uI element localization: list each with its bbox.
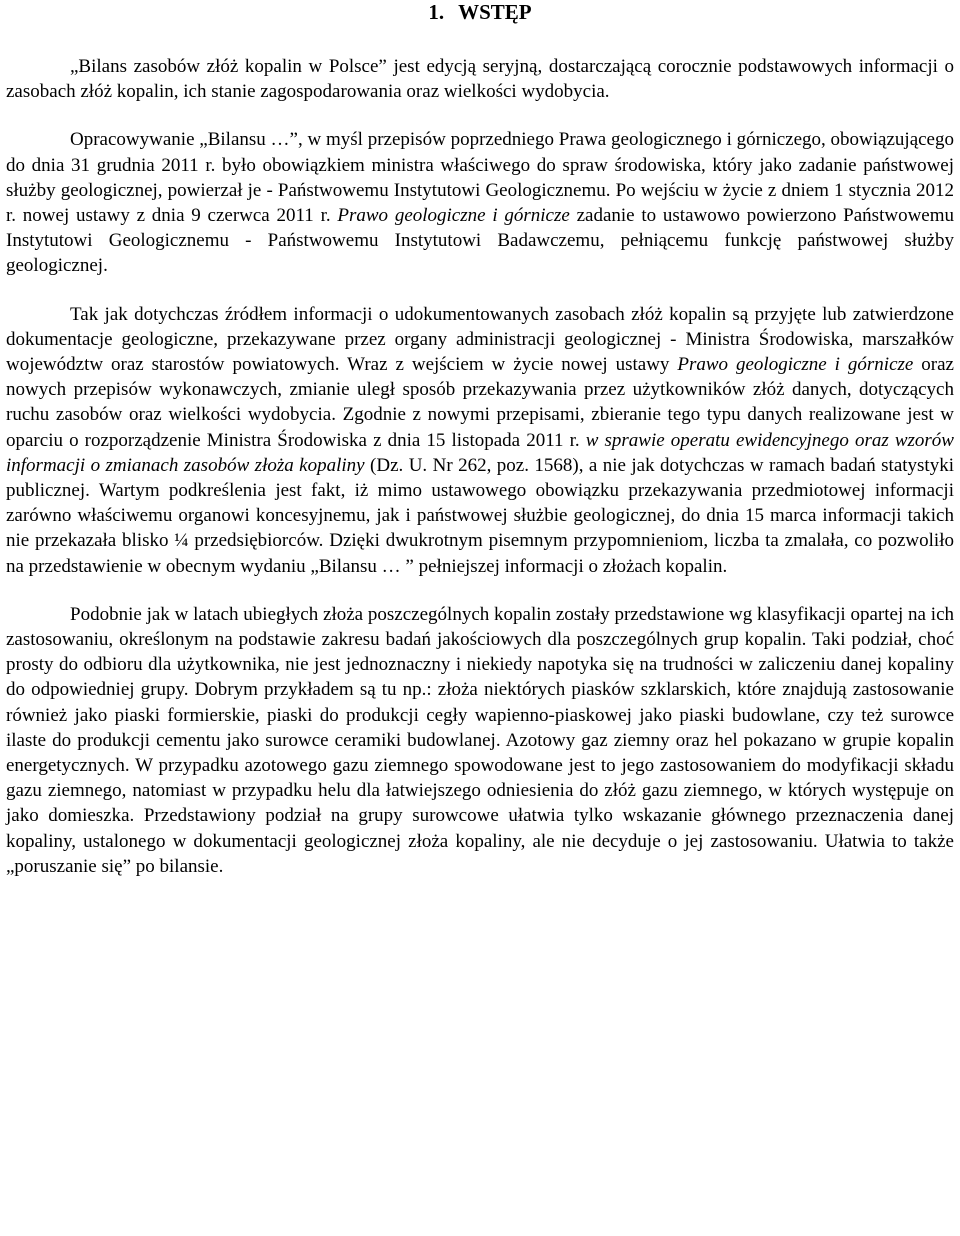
paragraph-data-sources-text-e: (Dz. U. Nr 262, poz. 1568), a nie jak dotychczas w ramach badań statystyki publicznej. Wartym podkreślenia jest fakt, iż mimo ustawowego obowiązku przekazywania przedmiotowej informacji zarówno właściwemu organowi koncesyjnemu, jak i państwowej służbie geologicznej, do dnia 15 marca informacji takich nie przekazała blisko ¼ przedsiębiorców. Dzięki dwukrotnym pisemnym przypomnieniom, liczba ta zmalała, co pozwoliło na przedstawienie w obecnym wydaniu „Bilansu … ” pełniejszej informacji o złożach kopalin.: [6, 454, 954, 577]
paragraph-legal-basis-text-a: Opracowywanie „Bilansu …”, w myśl przepisów poprzedniego Prawa geologicznego i górniczego, obowiązującego do dnia 31 grudnia 2011 r. było obowiązkiem ministra właściwego do spraw środowiska, który jako zadanie państwowej służby geologicznej, powierzał je - Państwowemu Instytutowi Geologicznemu. Po wejściu w życie z dniem 1 stycznia 2012 r. nowej ustawy z dnia 9 czerwca 2011 r.: [6, 129, 954, 227]
document-page: [6, 0, 954, 879]
regulation-title-italic: w sprawie operatu ewidencyjnego oraz wzorów informacji o zmianach zasobów złoża kopaliny: [6, 429, 954, 476]
paragraph-classification: Podobnie jak w latach ubiegłych złoża poszczególnych kopalin zostały przedstawione wg klasyfikacji opartej na ich zastosowaniu, określonym na podstawie zakresu badań jakościowych dla poszczególnych grup kopalin. Taki podział, choć prosty do odbioru dla użytkownika, nie jest jednoznaczny i niekiedy napotyka się na trudności w zaliczeniu danej kopaliny do odpowiedniej grupy. Dobrym przykładem są tu np.: złoża niektórych piasków szklarskich, które znajdują zastosowanie również jako piaski formierskie, piaski do produkcji cegły wapienno-piaskowej jako piaski budowlane, czy też surowce ilaste do produkcji cementu jako surowce ceramiki budowlanej. Azotowy gaz ziemny oraz hel pokazano w grupie kopalin energetycznych. W przypadku azotowego gazu ziemnego spowodowane jest to jego zastosowaniem do modyfikacji składu gazu ziemnego, natomiast w przypadku helu dla łatwiejszego odniesienia do złóż gazu ziemnego, w których występuje on jako domieszka. Przedstawiony podział na grupy surowcowe ułatwia tylko wskazanie głównego przeznaczenia danej kopaliny, ustalonego w dokumentacji geologicznej złoża kopaliny, ale nie decyduje o jej zastosowaniu. Ułatwia to także „poruszanie się” po bilansie.: [6, 603, 954, 877]
law-title-italic: Prawo geologiczne i górnicze: [337, 205, 570, 227]
paragraph-data-sources-text-a: Tak jak dotychczas źródłem informacji o udokumentowanych zasobach złóż kopalin są przyjęte lub zatwierdzone dokumentacje geologiczne, przekazywane przez organy administracji geologicznej - Ministra Środowiska, marszałków województw oraz starostów powiatowych. Wraz z wejściem w życie nowej ustawy: [6, 303, 954, 376]
paragraph-intro: „Bilans zasobów złóż kopalin w Polsce” jest edycją seryjną, dostarczającą corocznie podstawowych informacji o zasobach złóż kopalin, ich stanie zagospodarowania oraz wielkości wydobycia.: [6, 56, 954, 103]
paragraph-legal-basis: [6, 127, 954, 278]
section-number: 1.: [428, 0, 445, 24]
section-heading: [6, 0, 954, 28]
paragraph-data-sources-text-c: oraz nowych przepisów wykonawczych, zmianie uległ sposób przekazywania przez użytkowników złóż danych, dotyczących ruchu zasobów oraz wielkości wydobycia. Zgodnie z nowymi przepisami, zbieranie tego typu danych realizowane jest w oparciu o rozporządzenie Ministra Środowiska z dnia 15 listopada 2011 r.: [6, 354, 954, 451]
paragraph-legal-basis-text-c: zadanie to ustawowo powierzono Państwowemu Instytutowi Geologicznemu - Państwowemu Instytutowi Badawczemu, pełniącemu funkcję państwowej służby geologicznej.: [6, 205, 954, 277]
section-title: WSTĘP: [458, 0, 532, 24]
law-title-italic: Prawo geologiczne i górnicze: [677, 354, 914, 376]
paragraph-data-sources: [6, 302, 954, 579]
